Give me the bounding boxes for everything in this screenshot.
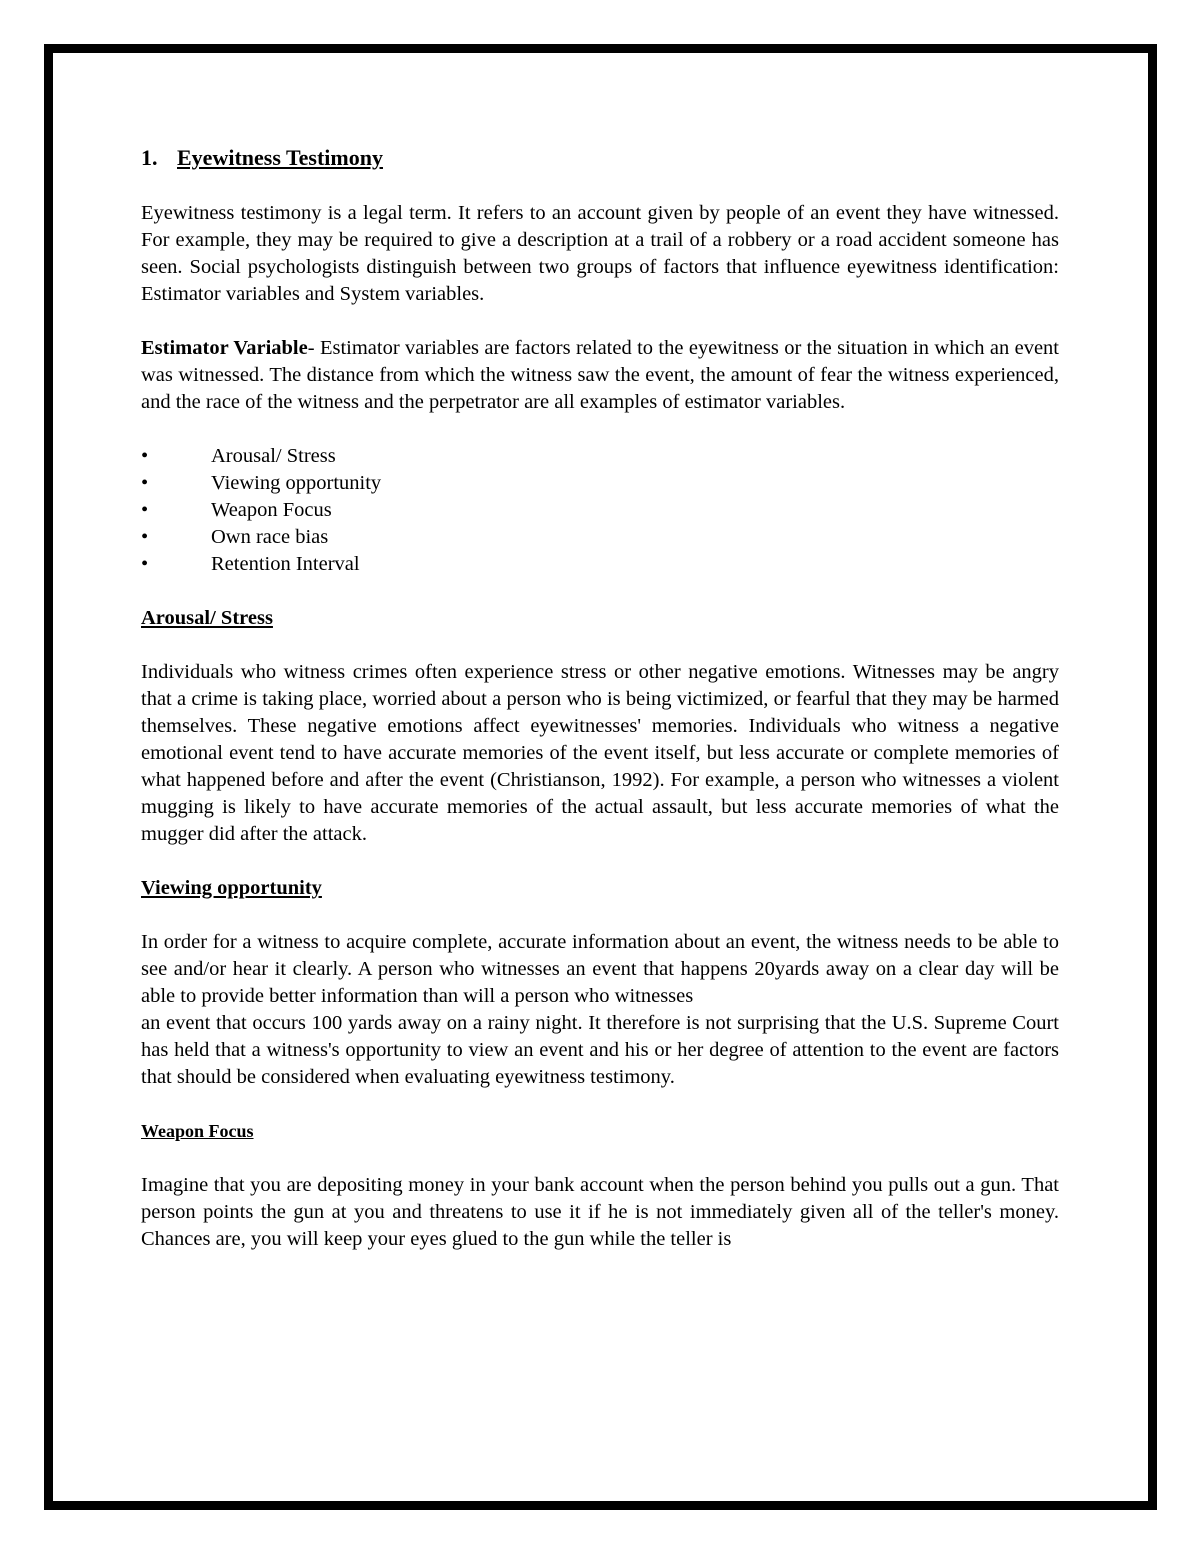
list-item-label: Arousal/ Stress bbox=[211, 445, 336, 467]
viewing-heading: Viewing opportunity bbox=[141, 877, 322, 899]
estimator-label: Estimator Variable bbox=[141, 337, 308, 359]
list-item-label: Viewing opportunity bbox=[211, 472, 382, 494]
section-number: 1. bbox=[141, 145, 158, 170]
list-item bbox=[141, 470, 1059, 497]
list-item-label: Retention Interval bbox=[211, 553, 360, 575]
estimator-paragraph bbox=[141, 335, 1059, 416]
list-item bbox=[141, 443, 1059, 470]
list-item bbox=[141, 551, 1059, 578]
arousal-heading: Arousal/ Stress bbox=[141, 607, 273, 629]
viewing-paragraph-1: In order for a witness to acquire complete, accurate information about an event, the witness needs to be able to see and/or hear it clearly. A person who witnesses an event that happens 20yards away on a clear day will be able to provide better information than will a person who witnesses bbox=[141, 931, 1059, 1007]
estimator-text: - Estimator variables are factors related to the eyewitness or the situation in which an event was witnessed. The distance from which the witness saw the event, the amount of fear the witness experienced, and the race of the witness and the perpetrator are all examples of estimator variables. bbox=[141, 337, 1059, 413]
arousal-paragraph: Individuals who witness crimes often experience stress or other negative emotions. Witnesses may be angry that a crime is taking place, worried about a person who is being victimized, or fearful that they may be harmed themselves. These negative emotions affect eyewitnesses' memories. Individuals who witness a negative emotional event tend to have accurate memories of the event itself, but less accurate or complete memories of what happened before and after the event (Christianson, 1992). For example, a person who witnesses a violent mugging is likely to have accurate memories of the actual assault, but less accurate memories of what the mugger did after the attack. bbox=[141, 661, 1059, 845]
bullet-icon: • bbox=[141, 499, 149, 521]
bullet-icon: • bbox=[141, 472, 149, 494]
weapon-paragraph: Imagine that you are depositing money in your bank account when the person behind you pulls out a gun. That person points the gun at you and threatens to use it if he is not immediately given all of the teller's money. Chances are, you will keep your eyes glued to the gun while the teller is bbox=[141, 1174, 1059, 1250]
estimator-list bbox=[141, 443, 1059, 578]
list-item-label: Own race bias bbox=[211, 526, 329, 548]
viewing-paragraph-2: an event that occurs 100 yards away on a rainy night. It therefore is not surprising that the U.S. Supreme Court has held that a witness's opportunity to view an event and his or her degree of attention to the event are factors that should be considered when evaluating eyewitness testimony. bbox=[141, 1012, 1059, 1088]
list-item-label: Weapon Focus bbox=[211, 499, 332, 521]
list-item bbox=[141, 497, 1059, 524]
document-body bbox=[141, 143, 1059, 1280]
weapon-heading: Weapon Focus bbox=[141, 1121, 254, 1141]
bullet-icon: • bbox=[141, 553, 149, 575]
section-title: Eyewitness Testimony bbox=[177, 145, 383, 170]
bullet-icon: • bbox=[141, 445, 149, 467]
list-item bbox=[141, 524, 1059, 551]
section-heading bbox=[141, 143, 1059, 173]
bullet-icon: • bbox=[141, 526, 149, 548]
intro-paragraph: Eyewitness testimony is a legal term. It refers to an account given by people of an event they have witnessed. For example, they may be required to give a description at a trail of a robbery or a road accident someone has seen. Social psychologists distinguish between two groups of factors that influence eyewitness identification: Estimator variables and System variables. bbox=[141, 202, 1059, 305]
